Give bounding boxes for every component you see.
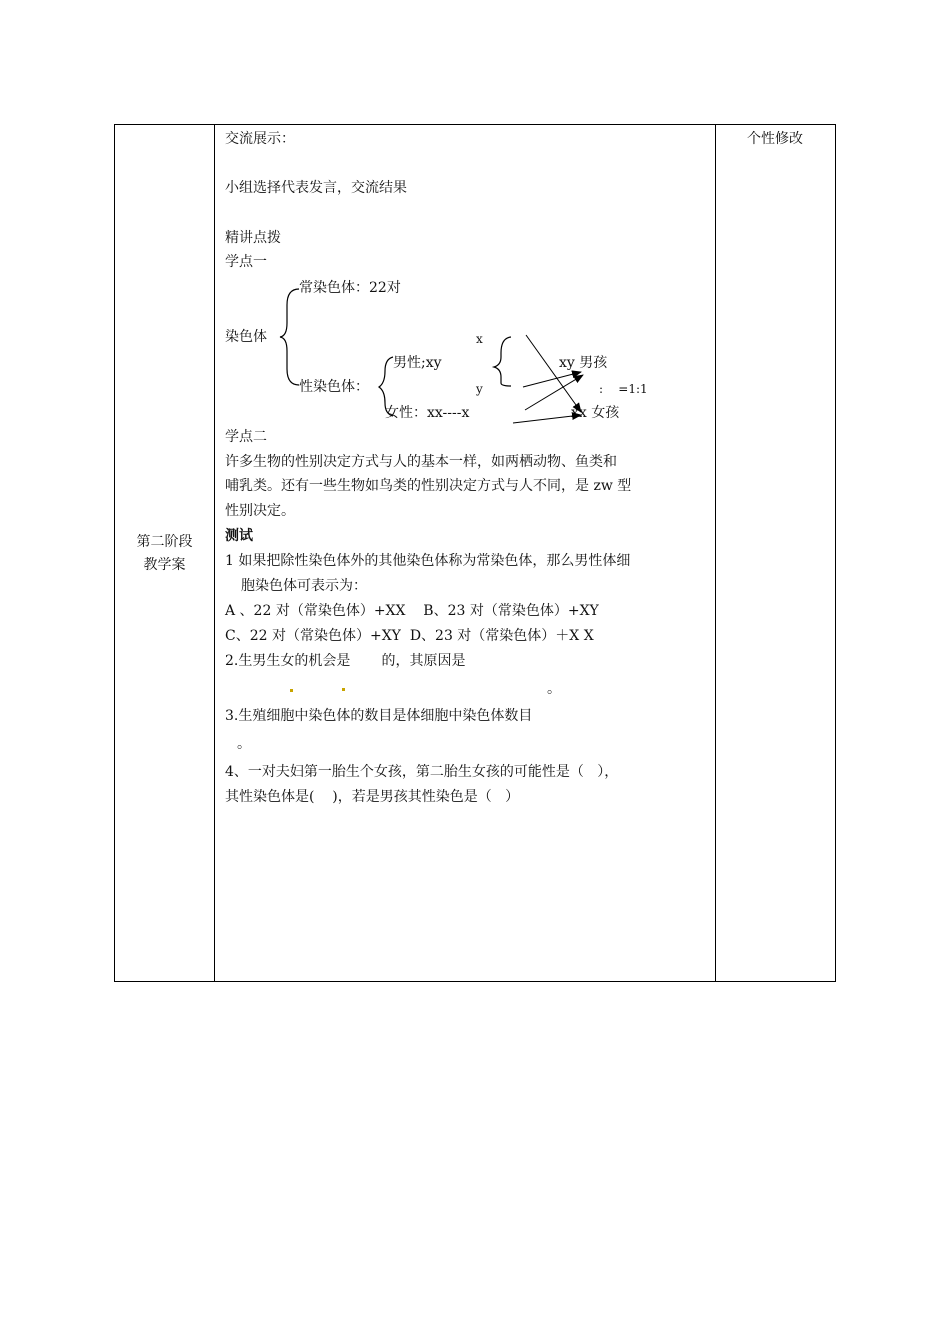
point2-title: 学点二 bbox=[225, 429, 267, 445]
question1-options-cd: C、22 对（常染色体）+XY D、23 对（常染色体）＋X X bbox=[225, 628, 594, 644]
personal-edit-header: 个性修改 bbox=[747, 131, 803, 147]
lecture-heading: 精讲点拨 bbox=[225, 230, 281, 246]
question1-line1: 1 如果把除性染色体外的其他染色体称为常染色体，那么男性体细 bbox=[225, 553, 631, 569]
question2-line1: 2.生男生女的机会是 的，其原因是 bbox=[225, 653, 466, 669]
point2-line2: 哺乳类。还有一些生物如鸟类的性别决定方式与人不同，是 zw 型 bbox=[225, 478, 632, 494]
question4-line2: 其性染色体是( )，若是男孩其性染色是（ ） bbox=[225, 789, 520, 805]
arrow-y-to-boy bbox=[523, 372, 581, 387]
chromosome-brace bbox=[280, 289, 299, 385]
question2-line2: 。 bbox=[547, 681, 561, 697]
group-speech: 小组选择代表发言，交流结果 bbox=[225, 180, 407, 196]
arrow-female-x-to-girl bbox=[513, 415, 581, 423]
girl-label: xx 女孩 bbox=[571, 405, 620, 421]
stage-label-line2: 教学案 bbox=[143, 557, 186, 573]
stage-label-line1: 第二阶段 bbox=[136, 534, 193, 550]
point1-title: 学点一 bbox=[225, 254, 267, 270]
chromosome-label: 染色体 bbox=[225, 329, 267, 345]
question3-line2: 。 bbox=[237, 736, 251, 752]
gamete-brace bbox=[494, 337, 511, 386]
point2-line3: 性别决定。 bbox=[225, 503, 295, 519]
arrow-x-to-girl bbox=[526, 335, 581, 412]
boy-label: xy 男孩 bbox=[559, 355, 608, 371]
test-title: 测试 bbox=[225, 528, 253, 544]
ratio-label: : =1:1 bbox=[599, 382, 648, 396]
blank-marker bbox=[342, 688, 345, 691]
arrow-female-x-to-boy bbox=[525, 375, 583, 410]
blank-marker bbox=[290, 689, 293, 692]
question4-line1: 4、一对夫妇第一胎生个女孩，第二胎生女孩的可能性是（ ）， bbox=[225, 764, 619, 780]
male-label: 男性;xy bbox=[393, 355, 442, 371]
question1-options-ab: A 、22 对（常染色体）+XX B、23 对（常染色体）+XY bbox=[225, 603, 599, 619]
question1-line2: 胞染色体可表示为： bbox=[241, 578, 367, 594]
gamete-x-label: x bbox=[476, 332, 483, 346]
sex-chromosome-brace bbox=[379, 357, 393, 416]
lesson-table bbox=[114, 124, 836, 982]
question3-line1: 3.生殖细胞中染色体的数目是体细胞中染色体数目 bbox=[225, 708, 533, 724]
autosome-label: 常染色体：22对 bbox=[299, 280, 401, 296]
sex-chromosome-label: 性染色体： bbox=[299, 379, 369, 395]
gamete-y-label: y bbox=[476, 382, 483, 396]
exchange-display: 交流展示： bbox=[225, 131, 295, 147]
point2-line1: 许多生物的性别决定方式与人的基本一样，如两栖动物、鱼类和 bbox=[225, 454, 617, 470]
female-label: 女性：xx----x bbox=[385, 405, 470, 421]
